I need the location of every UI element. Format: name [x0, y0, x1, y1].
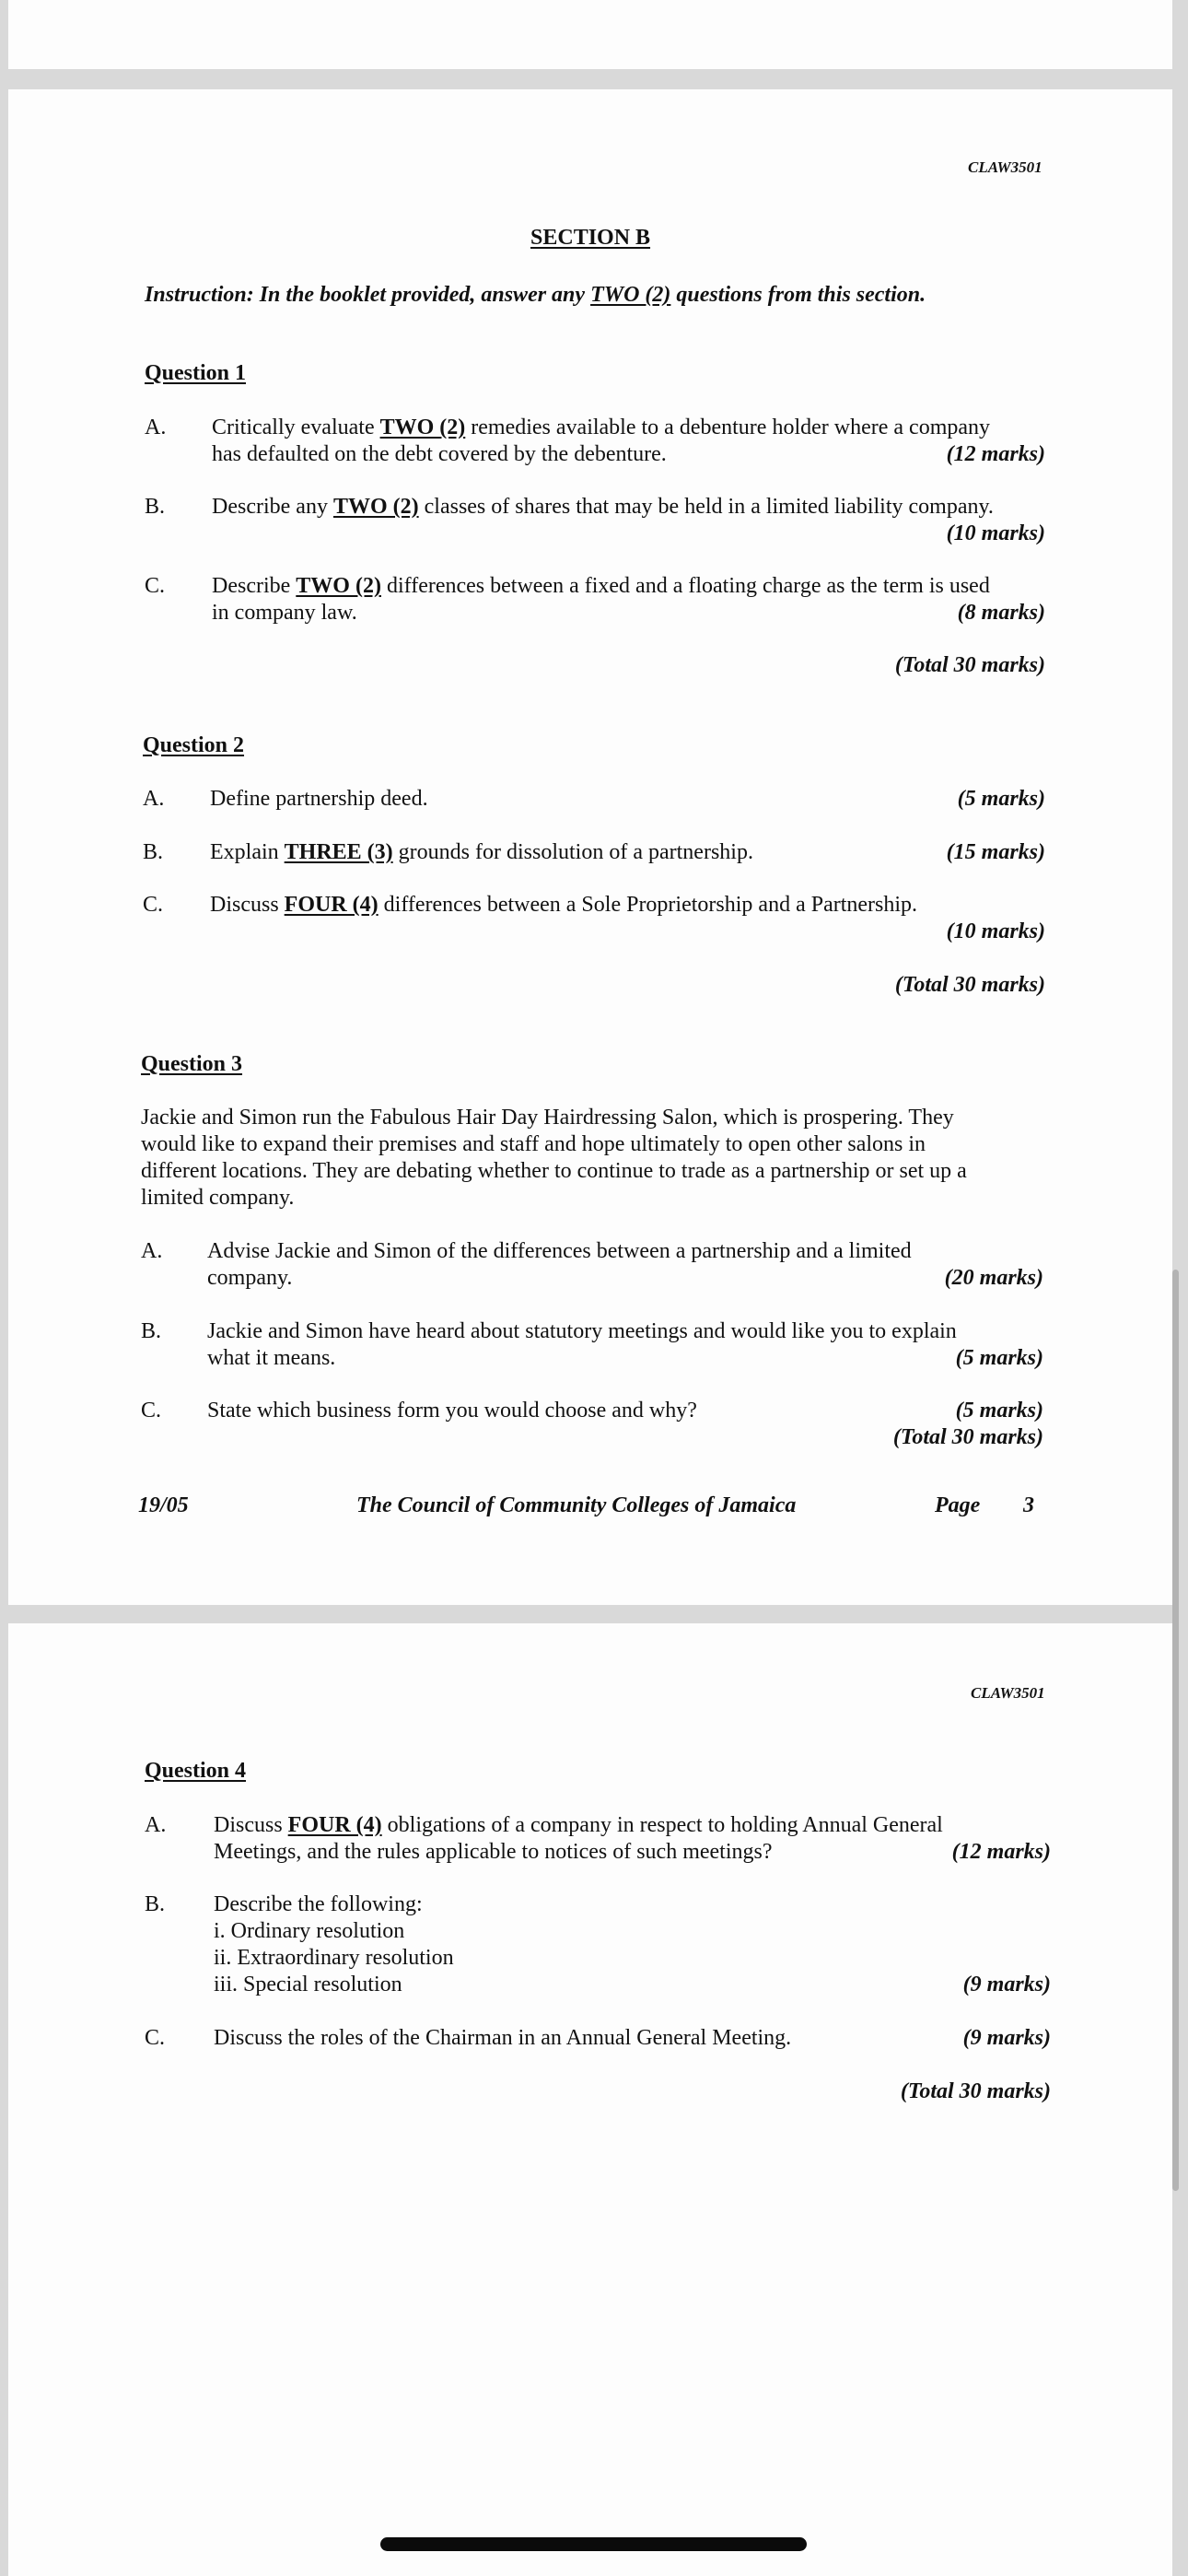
q4-total: (Total 30 marks): [900, 2079, 1051, 2103]
q4-a-text: Discuss FOUR (4) obligations of a company in respect to holding Annual General Meetings, and the rules applicable to notices of such meetings?: [214, 1813, 943, 1864]
q3-c-marks: (5 marks): [955, 1399, 1043, 1423]
q1-total: (Total 30 marks): [894, 653, 1045, 677]
list-item: iii. Special resolution: [214, 1973, 402, 1996]
q1-a-label: A.: [145, 416, 167, 439]
q2-total: (Total 30 marks): [894, 973, 1045, 997]
q1-b-text: Describe any TWO (2) classes of shares that may be held in a limited liability company.: [212, 495, 994, 519]
q3-c-label: C.: [141, 1399, 162, 1423]
question-3-title: Question 3: [141, 1052, 243, 1076]
question-2-title: Question 2: [143, 733, 245, 757]
q4-b-label: B.: [145, 1892, 166, 1916]
q1-a-marks: (12 marks): [946, 442, 1045, 466]
q3-scenario: Jackie and Simon run the Fabulous Hair Day Hairdressing Salon, which is prospering. They would like to expand their premises and staff and hope ultimately to open other salons in different locations. They are debating whether to continue to trade as a partnership or set up a limited company.: [141, 1106, 967, 1210]
course-code: CLAW3501: [971, 1684, 1045, 1702]
q2-c-label: C.: [143, 893, 164, 917]
q3-a-label: A.: [141, 1239, 163, 1263]
section-title: SECTION B: [530, 226, 651, 250]
q4-b-marks: (9 marks): [962, 1973, 1051, 1996]
q3-b-label: B.: [141, 1319, 162, 1343]
exam-page-3: [8, 89, 1172, 1605]
q1-a-text: Critically evaluate TWO (2) remedies available to a debenture holder where a company has defaulted on the debt covered by the debenture.: [212, 416, 991, 466]
q1-c-label: C.: [145, 574, 166, 598]
exam-page-4: [8, 1623, 1172, 2576]
q3-a-marks: (20 marks): [944, 1266, 1043, 1290]
footer-page-number: 3: [1023, 1493, 1034, 1517]
q2-b-marks: (15 marks): [946, 840, 1045, 864]
q2-a-label: A.: [143, 787, 165, 811]
q4-c-label: C.: [145, 2026, 166, 2050]
list-item: ii. Extraordinary resolution: [214, 1946, 454, 1970]
question-4-title: Question 4: [145, 1759, 247, 1783]
q2-b-label: B.: [143, 840, 164, 864]
footer-council: The Council of Community Colleges of Jamaica: [356, 1493, 797, 1517]
q3-b-text: Jackie and Simon have heard about statutory meetings and would like you to explain what it means.: [207, 1319, 957, 1370]
q3-a-text: Advise Jackie and Simon of the differences between a partnership and a limited company.: [207, 1239, 912, 1290]
q4-c-marks: (9 marks): [962, 2026, 1051, 2050]
q3-c-text: State which business form you would choose and why?: [207, 1399, 697, 1423]
q2-c-text: Discuss FOUR (4) differences between a Sole Proprietorship and a Partnership.: [210, 893, 918, 917]
q1-b-marks: (10 marks): [946, 521, 1045, 545]
q3-b-marks: (5 marks): [955, 1346, 1043, 1370]
footer-date: 19/05: [138, 1493, 189, 1517]
question-1-title: Question 1: [145, 361, 247, 385]
course-code: CLAW3501: [968, 158, 1042, 176]
q4-b-text: Describe the following: i. Ordinary resolution ii. Extraordinary resolution iii. Special resolution: [214, 1892, 454, 1996]
q1-b-label: B.: [145, 495, 166, 519]
q2-a-marks: (5 marks): [957, 787, 1045, 811]
q2-a-text: Define partnership deed.: [210, 787, 428, 811]
q1-c-text: Describe TWO (2) differences between a fixed and a floating charge as the term is used in company law.: [212, 574, 990, 625]
home-indicator[interactable]: [380, 2537, 807, 2551]
previous-page-bottom: [8, 0, 1172, 69]
q4-a-marks: (12 marks): [951, 1840, 1051, 1864]
q3-total: (Total 30 marks): [892, 1425, 1043, 1449]
q2-b-text: Explain THREE (3) grounds for dissolution of a partnership.: [210, 840, 753, 864]
list-item: i. Ordinary resolution: [214, 1919, 405, 1943]
q4-a-label: A.: [145, 1813, 167, 1837]
q2-c-marks: (10 marks): [946, 919, 1045, 943]
instruction: Instruction: In the booklet provided, answer any TWO (2) questions from this section.: [145, 283, 926, 307]
q4-c-text: Discuss the roles of the Chairman in an Annual General Meeting.: [214, 2026, 792, 2050]
scrollbar[interactable]: [1172, 1270, 1179, 2191]
q1-c-marks: (8 marks): [957, 601, 1045, 625]
footer-page-label: Page: [935, 1493, 981, 1517]
